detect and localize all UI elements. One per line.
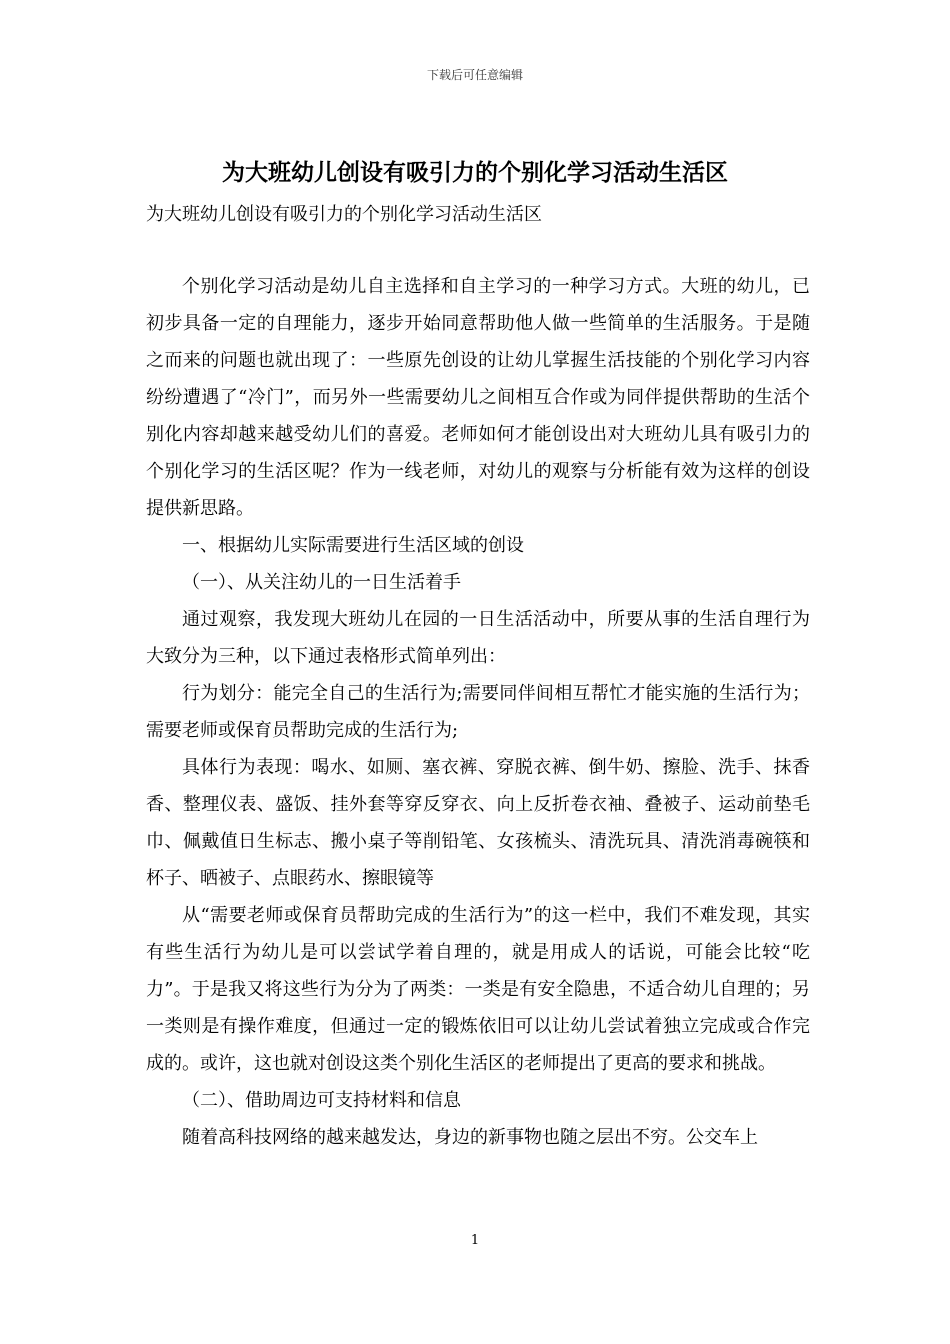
subsection-heading-1: （一）、从关注幼儿的一日生活着手 [182,572,461,593]
paragraph-intro: 个别化学习活动是幼儿自主选择和自主学习的一种学习方式。大班的幼儿，已初步具备一定的自理能力，逐步开始同意帮助他人做一些简单的生活服务。于是随之而来的问题也就出现了：一些原先创设的让幼儿掌握生活技能的个别化学习内容纷纷遭遇了“冷门”，而另外一些需要幼儿之间相互合作或为同伴提供帮助的生活个别化内容却越来越受幼儿们的喜爱。老师如何才能创设出对大班幼儿具有吸引力的个别化学习的生活区呢？作为一线老师，对幼儿的观察与分析能有效为这样的创设提供新思路。 [146,276,810,519]
paragraph-observation: 通过观察，我发现大班幼儿在园的一日生活活动中，所要从事的生活自理行为大致分为三种，以下通过表格形式简单列出： [146,609,810,667]
section-heading-1: 一、根据幼儿实际需要进行生活区域的创设 [182,535,524,556]
paragraph-technology: 随着高科技网络的越来越发达，身边的新事物也随之层出不穷。公交车上 [182,1127,758,1148]
paragraph-analysis: 从“需要老师或保育员帮助完成的生活行为”的这一栏中，我们不难发现，其实有些生活行为幼儿是可以尝试学着自理的，就是用成人的话说，可能会比较“吃力”。于是我又将这些行为分为了两类：一类是有安全隐患，不适合幼儿自理的；另一类则是有操作难度，但通过一定的锻炼依旧可以让幼儿尝试着独立完成或合作完成的。或许，这也就对创设这类个别化生活区的老师提出了更高的要求和挑战。 [146,905,810,1074]
paragraph-behavior-division: 行为划分：能完全自己的生活行为;需要同伴间相互帮忙才能实施的生活行为；需要老师或保育员帮助完成的生活行为; [146,683,810,741]
paragraph-behavior-examples: 具体行为表现：喝水、如厕、塞衣裤、穿脱衣裤、倒牛奶、擦脸、洗手、抹香香、整理仪表、盛饭、挂外套等穿反穿衣、向上反折卷衣袖、叠被子、运动前垫毛巾、佩戴值日生标志、搬小桌子等削铅笔、女孩梳头、清洗玩具、清洗消毒碗筷和杯子、晒被子、点眼药水、擦眼镜等 [146,757,810,889]
subsection-heading-2: （二）、借助周边可支持材料和信息 [182,1090,461,1111]
header-note: 下载后可任意编辑 [426,68,523,82]
document-subtitle: 为大班幼儿创设有吸引力的个别化学习活动生活区 [146,204,542,225]
page-number: 1 [470,1233,480,1248]
document-title: 为大班幼儿创设有吸引力的个别化学习活动生活区 [222,159,728,186]
document-body [146,268,810,1156]
